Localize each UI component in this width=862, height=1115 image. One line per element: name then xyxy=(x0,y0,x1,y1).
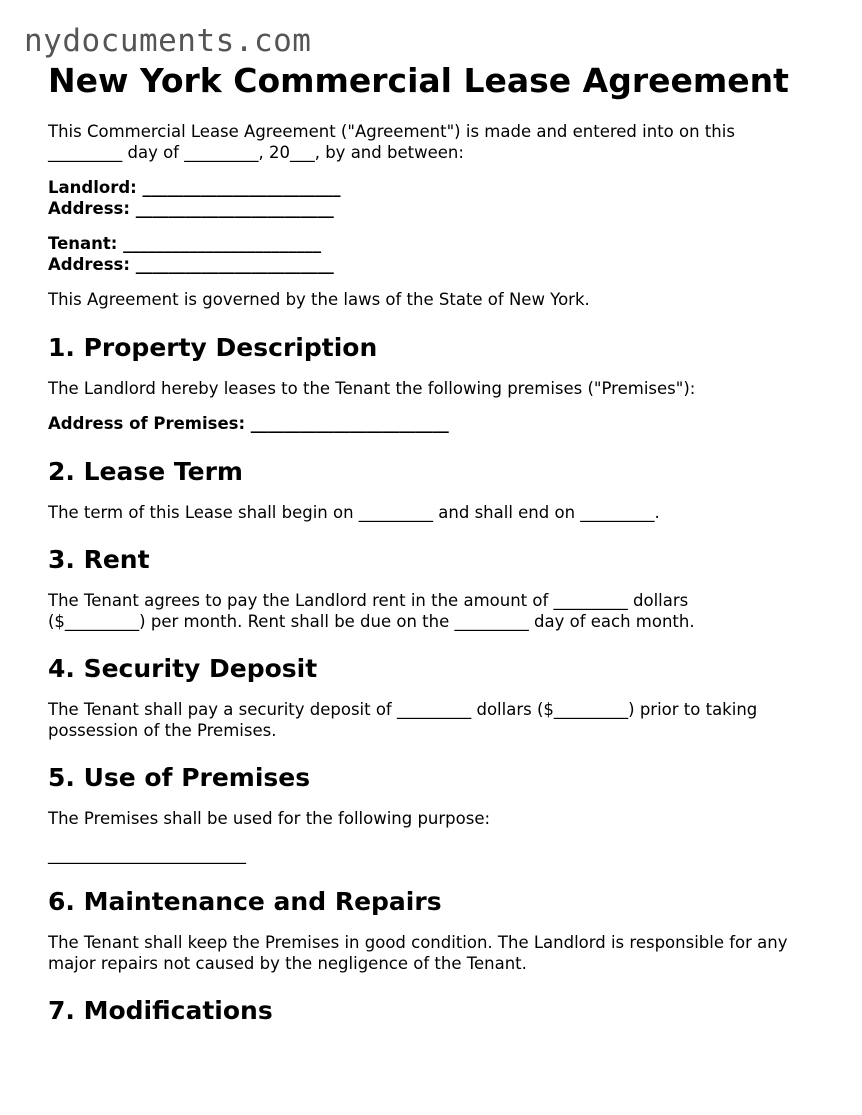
document-title: New York Commercial Lease Agreement xyxy=(48,61,789,100)
section-property xyxy=(48,332,838,435)
tenant-address-field: Address: ________________________ xyxy=(48,254,334,274)
section-text: The Landlord hereby leases to the Tenant the following premises ("Premises"): xyxy=(48,378,696,398)
section-text: The Premises shall be used for the following purpose: xyxy=(48,809,491,828)
section-text xyxy=(48,700,838,741)
intro-line-2: _________ day of _________, 20___, by and between: xyxy=(48,142,464,162)
section-lease-term xyxy=(48,456,838,524)
deposit-line-2: possession of the Premises. xyxy=(48,720,277,740)
section-rent xyxy=(48,544,838,632)
section-maintenance xyxy=(48,886,838,974)
rent-line-1: The Tenant agrees to pay the Landlord rent in the amount of _________ dollars xyxy=(48,591,689,610)
section-heading: 6. Maintenance and Repairs xyxy=(48,887,442,916)
section-modifications xyxy=(48,995,838,1027)
section-use-of-premises xyxy=(48,762,838,865)
section-heading: 2. Lease Term xyxy=(48,456,243,486)
document-page xyxy=(48,60,838,1027)
landlord-block xyxy=(48,178,838,219)
maintenance-line-2: major repairs not caused by the negligence of the Tenant. xyxy=(48,953,527,973)
deposit-line-1: The Tenant shall pay a security deposit of _________ dollars ($_________) prior to taking xyxy=(48,700,758,719)
intro-paragraph xyxy=(48,122,838,163)
landlord-address-field: Address: ________________________ xyxy=(48,198,334,218)
intro-line-1: This Commercial Lease Agreement ("Agreement") is made and entered into on this xyxy=(48,122,735,141)
section-heading: 7. Modifications xyxy=(48,996,273,1025)
section-text xyxy=(48,933,838,974)
section-heading: 4. Security Deposit xyxy=(48,654,318,683)
premises-address-field: Address of Premises: ________________________ xyxy=(48,414,449,433)
rent-line-2: ($_________) per month. Rent shall be due on the _________ day of each month. xyxy=(48,611,695,631)
section-heading: 3. Rent xyxy=(48,545,150,574)
site-watermark: nydocuments.com xyxy=(24,23,312,59)
section-text: The term of this Lease shall begin on _________ and shall end on _________. xyxy=(48,502,660,522)
tenant-name-field: Tenant: ________________________ xyxy=(48,234,322,253)
section-heading: 5. Use of Premises xyxy=(48,763,311,792)
maintenance-line-1: The Tenant shall keep the Premises in good condition. The Landlord is responsible for any xyxy=(48,933,788,952)
tenant-block xyxy=(48,234,838,275)
section-text xyxy=(48,591,838,632)
governing-law-text: This Agreement is governed by the laws of the State of New York. xyxy=(48,290,590,309)
section-security-deposit xyxy=(48,653,838,741)
landlord-name-field: Landlord: ________________________ xyxy=(48,178,341,197)
purpose-blank: ________________________ xyxy=(48,844,246,864)
section-heading: 1. Property Description xyxy=(48,332,378,362)
